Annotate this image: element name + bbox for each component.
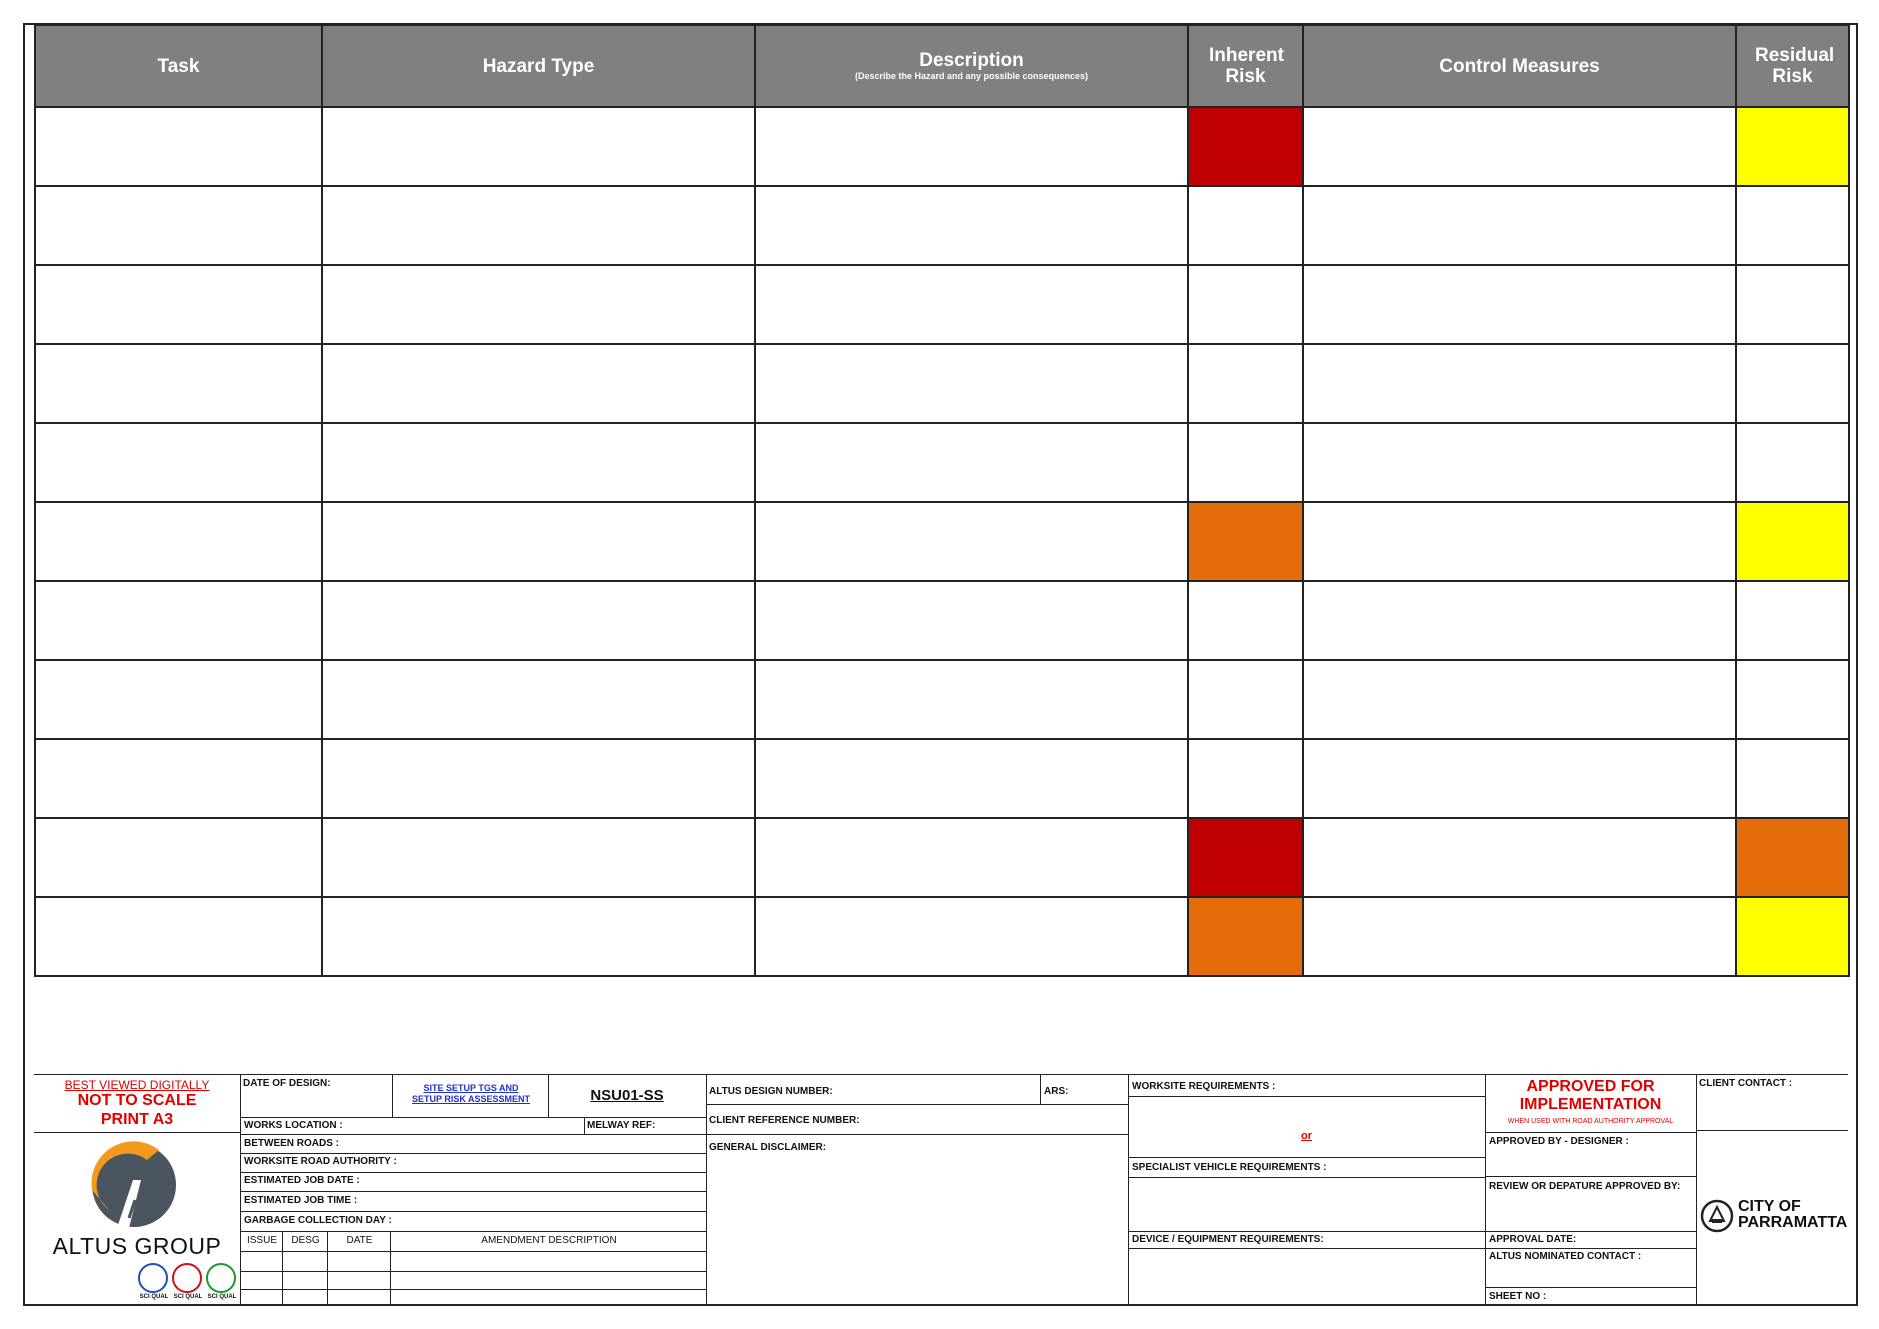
residual-risk-cell[interactable] [1736,344,1849,423]
altus-nominated-contact-label: ALTUS NOMINATED CONTACT : [1489,1251,1642,1262]
cert-badge-blue-icon [138,1263,168,1293]
description-cell[interactable] [755,660,1188,739]
residual-risk-cell[interactable] [1736,739,1849,818]
altus-design-number-label: ALTUS DESIGN NUMBER: [709,1086,833,1097]
hazard-type-cell[interactable] [322,502,755,581]
control-measures-cell[interactable] [1303,660,1736,739]
cert-badge-red-icon [172,1263,202,1293]
city-name-line2: PARRAMATTA [1738,1214,1848,1231]
table-row [35,186,1849,265]
amendment-desg-header: DESG [291,1235,320,1246]
control-measures-cell[interactable] [1303,265,1736,344]
table-row [35,107,1849,186]
control-measures-cell[interactable] [1303,897,1736,976]
inherent-risk-cell[interactable] [1188,265,1303,344]
table-row [35,660,1849,739]
task-cell[interactable] [35,186,322,265]
table-row [35,897,1849,976]
cert-badge-label: SCI QUAL [139,1294,169,1300]
header-control-measures: Control Measures [1303,25,1736,107]
description-cell[interactable] [755,107,1188,186]
control-measures-cell[interactable] [1303,186,1736,265]
general-disclaimer-label: GENERAL DISCLAIMER: [709,1142,827,1153]
client-reference-number-label: CLIENT REFERENCE NUMBER: [709,1115,860,1126]
doc-link-line1[interactable]: SITE SETUP TGS AND [423,1083,519,1093]
task-cell[interactable] [35,739,322,818]
hazard-type-cell[interactable] [322,660,755,739]
review-or-departure-label: REVIEW OR DEPATURE APPROVED BY: [1489,1181,1681,1192]
inherent-risk-cell[interactable] [1188,344,1303,423]
table-row [35,502,1849,581]
hazard-type-cell[interactable] [322,265,755,344]
residual-risk-cell[interactable] [1736,581,1849,660]
inherent-risk-cell[interactable] [1188,818,1303,897]
residual-risk-cell[interactable] [1736,107,1849,186]
task-cell[interactable] [35,581,322,660]
altus-group-logo-text: ALTUS GROUP [52,1233,222,1259]
sheet-no-label: SHEET NO : [1489,1291,1547,1302]
inherent-risk-cell[interactable] [1188,107,1303,186]
task-cell[interactable] [35,897,322,976]
worksite-requirements-label: WORKSITE REQUIREMENTS : [1132,1081,1276,1092]
ars-label: ARS: [1044,1086,1069,1097]
city-of-parramatta-emblem-icon [1700,1199,1734,1233]
control-measures-cell[interactable] [1303,107,1736,186]
inherent-risk-cell[interactable] [1188,502,1303,581]
best-viewed-digitally: BEST VIEWED DIGITALLY [64,1078,210,1092]
header-inherent-risk: Inherent Risk [1188,25,1303,107]
description-cell[interactable] [755,739,1188,818]
cert-badge-label: SCI QUAL [207,1294,237,1300]
hazard-type-cell[interactable] [322,581,755,660]
header-hazard-type: Hazard Type [322,25,755,107]
date-of-design-label: DATE OF DESIGN: [243,1078,331,1089]
hazard-type-cell[interactable] [322,344,755,423]
residual-risk-cell[interactable] [1736,502,1849,581]
task-cell[interactable] [35,265,322,344]
description-cell[interactable] [755,897,1188,976]
residual-risk-cell[interactable] [1736,660,1849,739]
inherent-risk-cell[interactable] [1188,739,1303,818]
doc-number: NSU01-SS [590,1087,664,1104]
altus-logo-icon [89,1140,179,1230]
control-measures-cell[interactable] [1303,423,1736,502]
description-cell[interactable] [755,423,1188,502]
task-cell[interactable] [35,344,322,423]
description-cell[interactable] [755,818,1188,897]
hazard-type-cell[interactable] [322,423,755,502]
task-cell[interactable] [35,107,322,186]
doc-link-line2[interactable]: SETUP RISK ASSESSMENT [411,1094,531,1104]
table-row [35,344,1849,423]
inherent-risk-cell[interactable] [1188,897,1303,976]
cert-badge-label: SCI QUAL [173,1294,203,1300]
residual-risk-cell[interactable] [1736,897,1849,976]
between-roads-label: BETWEEN ROADS : [244,1138,339,1149]
certification-badges [138,1263,238,1303]
header-description-subtitle: (Describe the Hazard and any possible consequences) [854,71,1089,81]
description-cell[interactable] [755,502,1188,581]
notes-band [34,996,1848,1075]
city-name-line1: CITY OF [1738,1198,1801,1215]
residual-risk-cell[interactable] [1736,423,1849,502]
hazard-type-cell[interactable] [322,186,755,265]
task-cell[interactable] [35,660,322,739]
task-cell[interactable] [35,818,322,897]
table-row [35,423,1849,502]
description-cell[interactable] [755,186,1188,265]
header-residual-risk: Residual Risk [1736,25,1849,107]
garbage-collection-day-label: GARBAGE COLLECTION DAY : [244,1215,392,1226]
amendment-issue-header: ISSUE [246,1235,277,1246]
table-row [35,581,1849,660]
table-header-row [35,25,1849,107]
amendment-date-header: DATE [346,1235,373,1246]
table-row [35,818,1849,897]
task-cell[interactable] [35,423,322,502]
cert-badge-green-icon [206,1263,236,1293]
control-measures-cell[interactable] [1303,739,1736,818]
amendment-description-header: AMENDMENT DESCRIPTION [481,1235,617,1246]
device-equipment-requirements-label: DEVICE / EQUIPMENT REQUIREMENTS: [1132,1234,1324,1245]
control-measures-cell[interactable] [1303,818,1736,897]
inherent-risk-cell[interactable] [1188,186,1303,265]
title-block [34,1075,1848,1306]
control-measures-cell[interactable] [1303,344,1736,423]
control-measures-cell[interactable] [1303,581,1736,660]
client-contact-label: CLIENT CONTACT : [1699,1078,1793,1089]
risk-assessment-table [34,24,1850,977]
header-task: Task [35,25,322,107]
estimated-job-time-label: ESTIMATED JOB TIME : [244,1195,358,1206]
hazard-type-cell[interactable] [322,818,755,897]
approved-for-line2: IMPLEMENTATION [1519,1096,1662,1113]
description-cell[interactable] [755,265,1188,344]
inherent-risk-cell[interactable] [1188,581,1303,660]
hazard-type-cell[interactable] [322,897,755,976]
approved-for-line1: APPROVED FOR [1526,1078,1655,1095]
header-description-label: Description [919,50,1024,71]
residual-risk-cell[interactable] [1736,186,1849,265]
hazard-type-cell[interactable] [322,739,755,818]
estimated-job-date-label: ESTIMATED JOB DATE : [244,1175,360,1186]
task-cell[interactable] [35,502,322,581]
approved-by-designer-label: APPROVED BY - DESIGNER : [1489,1136,1629,1147]
residual-risk-cell[interactable] [1736,818,1849,897]
or-text: or [1301,1130,1312,1142]
header-description [755,25,1188,107]
worksite-road-authority-label: WORKSITE ROAD AUTHORITY : [244,1156,397,1167]
table-row [35,265,1849,344]
description-cell[interactable] [755,344,1188,423]
control-measures-cell[interactable] [1303,502,1736,581]
description-cell[interactable] [755,581,1188,660]
inherent-risk-cell[interactable] [1188,423,1303,502]
print-a3: PRINT A3 [100,1111,174,1128]
specialist-vehicle-requirements-label: SPECIALIST VEHICLE REQUIREMENTS : [1132,1162,1327,1173]
residual-risk-cell[interactable] [1736,265,1849,344]
inherent-risk-cell[interactable] [1188,660,1303,739]
not-to-scale: NOT TO SCALE [77,1092,197,1109]
approved-subtitle: WHEN USED WITH ROAD AUTHORITY APPROVAL [1507,1118,1674,1125]
melway-ref-label: MELWAY REF: [587,1120,656,1131]
table-row [35,739,1849,818]
approval-date-label: APPROVAL DATE: [1489,1234,1577,1245]
works-location-label: WORKS LOCATION : [244,1120,343,1131]
hazard-type-cell[interactable] [322,107,755,186]
